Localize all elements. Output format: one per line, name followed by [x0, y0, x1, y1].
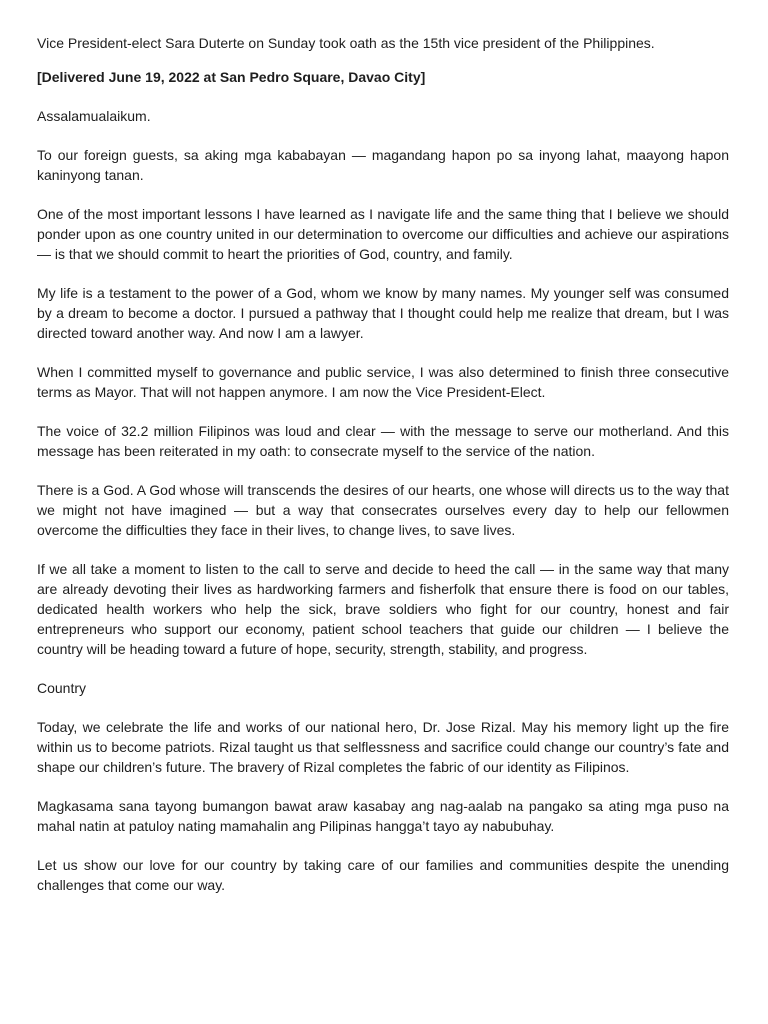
greeting: Assalamualaikum. [37, 108, 151, 124]
paragraph-magkasama: Magkasama sana tayong bumangon bawat araw kasabay ang nag-aalab na pangako sa ating mga puso na mahal natin at patuloy nating mamahalin ang Pilipinas hangga’t tayo ay nabubuhay. [37, 798, 729, 834]
document-body [37, 33, 729, 895]
paragraph-testament: My life is a testament to the power of a God, whom we know by many names. My younger self was consumed by a dream to become a doctor. I pursued a pathway that I thought could help me realize that dream, but I was directed toward another way. And now I am a lawyer. [37, 285, 729, 341]
paragraph-call-to-serve: If we all take a moment to listen to the call to serve and decide to heed the call — in the same way that many are already devoting their lives as hardworking farmers and fisherfolk that ensure there is food on our tables, dedicated health workers who help the sick, brave soldiers who fight for our country, honest and fair entrepreneurs who support our economy, patient school teachers that guide our children — I believe the country will be heading toward a future of hope, security, strength, stability, and progress. [37, 561, 729, 657]
paragraph-love-for-country: Let us show our love for our country by taking care of our families and communities despite the unending challenges that come our way. [37, 857, 729, 893]
paragraph-governance: When I committed myself to governance and public service, I was also determined to finish three consecutive terms as Mayor. That will not happen anymore. I am now the Vice President-Elect. [37, 364, 729, 400]
section-heading-country: Country [37, 680, 87, 696]
paragraph-guests: To our foreign guests, sa aking mga kababayan — magandang hapon po sa inyong lahat, maayong hapon kaninyong tanan. [37, 147, 729, 183]
intro-paragraph: Vice President-elect Sara Duterte on Sunday took oath as the 15th vice president of the Philippines. [37, 35, 655, 51]
paragraph-rizal: Today, we celebrate the life and works of our national hero, Dr. Jose Rizal. May his memory light up the fire within us to become patriots. Rizal taught us that selflessness and sacrifice could change our country’s fate and shape our children’s future. The bravery of Rizal completes the fabric of our identity as Filipinos. [37, 719, 729, 775]
paragraph-god: There is a God. A God whose will transcends the desires of our hearts, one whose will directs us to the way that we might not have imagined — but a way that consecrates ourselves every day to help our fellowmen overcome the difficulties they face in their lives, to change lives, to save lives. [37, 482, 729, 538]
dateline: [Delivered June 19, 2022 at San Pedro Square, Davao City] [37, 69, 426, 85]
paragraph-voice: The voice of 32.2 million Filipinos was loud and clear — with the message to serve our motherland. And this message has been reiterated in my oath: to consecrate myself to the service of the nation. [37, 423, 729, 459]
paragraph-lessons: One of the most important lessons I have learned as I navigate life and the same thing that I believe we should ponder upon as one country united in our determination to overcome our difficulties and achieve our aspirations — is that we should commit to heart the priorities of God, country, and family. [37, 206, 729, 262]
